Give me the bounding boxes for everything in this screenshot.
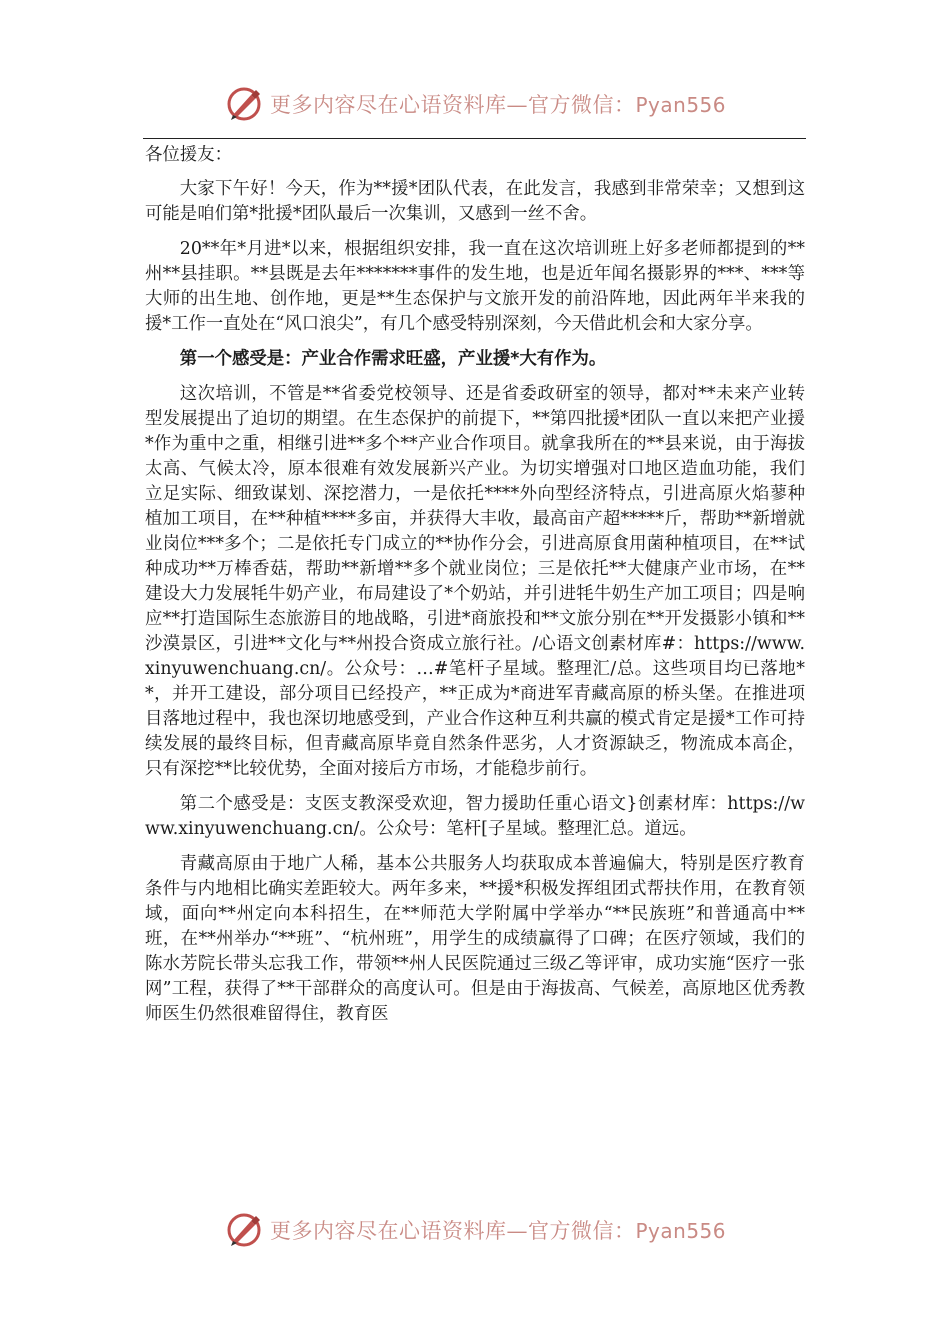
paragraph-2: 20**年*月进*以来，根据组织安排，我一直在这次培训班上好多老师都提到的**州**县挂职。**县既是去年*******事件的发生地，也是近年闻名摄影界的***、***等大师的出生地、创作地，更是**生态保护与文旅开发的前沿阵地，因此两年半来我的援*工作一直处在“风口浪尖”，有几个感受特别深刻，今天借此机会和大家分享。 — [145, 239, 805, 334]
header-banner — [0, 80, 950, 128]
banner-text: 更多内容尽在心语资料库—官方微信：Pyan556 — [269, 1219, 726, 1243]
paragraph-1: 大家下午好！今天，作为**援*团队代表，在此发言，我感到非常荣幸；又想到这可能是咱们第*批援*团队最后一次集训，又感到一丝不舍。 — [145, 179, 805, 224]
document-body — [145, 143, 805, 1037]
pen-logo-icon — [224, 1210, 264, 1250]
paragraph-4: 青藏高原由于地广人稀，基本公共服务人均获取成本普遍偏大，特别是医疗教育条件与内地相比确实差距较大。两年多来，**援*积极发挥组团式帮扶作用，在教育领域，面向**州定向本科招生，在**师范大学附属中学举办“**民族班”和普通高中**班，在**州举办“**班”、“杭州班”，用学生的成绩赢得了口碑；在医疗领域，我们的陈水芳院长带头忘我工作，带领**州人民医院通过三级乙等评审，成功实施“医疗一张网”工程，获得了**干部群众的高度认可。但是由于海拔高、气候差，高原地区优秀教师医生仍然很难留得住，教育医 — [145, 854, 805, 1024]
section-heading-1: 第一个感受是：产业合作需求旺盛，产业援*大有作为。 — [179, 349, 607, 369]
section-heading-2: 第二个感受是：支医支教深受欢迎，智力援助任重心语文}创素材库：https://www.xinyuwenchuang.cn/。公众号：笔杆[子星域。整理汇总。道远。 — [145, 794, 805, 839]
pen-logo-icon — [224, 84, 264, 124]
banner-text: 更多内容尽在心语资料库—官方微信：Pyan556 — [269, 93, 726, 117]
footer-banner — [0, 1206, 950, 1254]
paragraph-3: 这次培训，不管是**省委党校领导、还是省委政研室的领导，都对**未来产业转型发展提出了迫切的期望。在生态保护的前提下，**第四批援*团队一直以来把产业援*作为重中之重，相继引进**多个**产业合作项目。就拿我所在的**县来说，由于海拔太高、气候太冷，原本很难有效发展新兴产业。为切实增强对口地区造血功能，我们立足实际、细致谋划、深挖潜力，一是依托****外向型经济特点，引进高原火焰蓼种植加工项目，在**种植****多亩，并获得大丰收，最高亩产超*****斤，帮助**新增就业岗位***多个；二是依托专门成立的**协作分会，引进高原食用菌种植项目，在**试种成功**万棒香菇，帮助**新增**多个就业岗位；三是依托**大健康产业市场，在**建设大力发展牦牛奶产业，布局建设了*个奶站，并引进牦牛奶生产加工项目；四是响应**打造国际生态旅游目的地战略，引进*商旅投和**文旅分别在**开发摄影小镇和**沙漠景区，引进**文化与**州投合资成立旅行社。/心语文创素材库#：https://www.xinyuwenchuang.cn/。公众号：…#笔杆子星域。整理汇/总。这些项目均已落地**，并开工建设，部分项目已经投产，**正成为*商进军青藏高原的桥头堡。在推进项目落地过程中，我也深切地感受到，产业合作这种互利共赢的模式肯定是援*工作可持续发展的最终目标，但青藏高原毕竟自然条件恶劣，人才资源缺乏，物流成本高企，只有深挖**比较优势，全面对接后方市场，才能稳步前行。 — [145, 384, 805, 779]
salutation: 各位援友： — [145, 145, 232, 165]
header-rule — [143, 138, 806, 139]
